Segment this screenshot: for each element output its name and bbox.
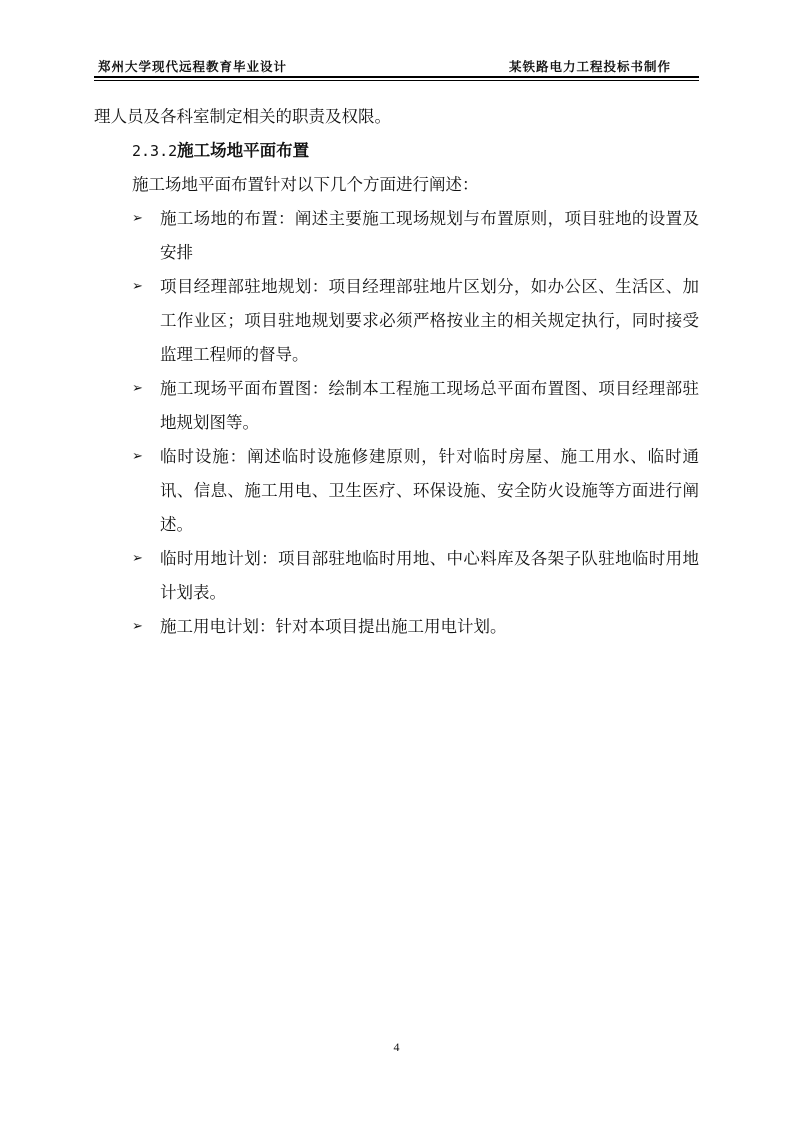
list-item bbox=[94, 542, 699, 610]
header-right-title: 某铁路电力工程投标书制作 bbox=[508, 59, 671, 74]
list-item bbox=[94, 440, 699, 542]
header-left-title: 郑州大学现代远程教育毕业设计 bbox=[98, 59, 288, 74]
arrowhead-bullet-icon: ➢ bbox=[132, 279, 143, 294]
continued-paragraph: 理人员及各科室制定相关的职责及权限。 bbox=[94, 107, 391, 126]
arrowhead-bullet-icon: ➢ bbox=[132, 619, 143, 634]
list-item bbox=[94, 372, 699, 440]
list-item-text: 施工现场平面布置图：绘制本工程施工现场总平面布置图、项目经理部驻地规划图等。 bbox=[160, 379, 699, 432]
header-rule-thick bbox=[94, 76, 699, 78]
list-item-text: 临时用地计划：项目部驻地临时用地、中心料库及各架子队驻地临时用地计划表。 bbox=[160, 549, 699, 602]
section-title: 施工场地平面布置 bbox=[177, 141, 310, 160]
header-rule-thin bbox=[94, 80, 699, 81]
list-item-text: 临时设施：阐述临时设施修建原则，针对临时房屋、施工用水、临时通讯、信息、施工用电、卫生医疗、环保设施、安全防火设施等方面进行阐述。 bbox=[160, 447, 699, 534]
arrowhead-bullet-icon: ➢ bbox=[132, 551, 143, 566]
bullet-list bbox=[94, 202, 699, 644]
arrowhead-bullet-icon: ➢ bbox=[132, 449, 143, 464]
arrowhead-bullet-icon: ➢ bbox=[132, 381, 143, 396]
section-heading bbox=[94, 134, 699, 168]
list-item bbox=[94, 270, 699, 372]
intro-paragraph: 施工场地平面布置针对以下几个方面进行阐述： bbox=[132, 175, 479, 194]
list-item-text: 施工场地的布置：阐述主要施工现场规划与布置原则，项目驻地的设置及安排 bbox=[160, 209, 699, 262]
arrowhead-bullet-icon: ➢ bbox=[132, 211, 143, 226]
list-item bbox=[94, 610, 699, 644]
page-body bbox=[94, 100, 699, 644]
list-item-text: 施工用电计划：针对本项目提出施工用电计划。 bbox=[160, 617, 507, 636]
list-item bbox=[94, 202, 699, 270]
section-number: 2.3.2 bbox=[132, 142, 178, 160]
page-number: 4 bbox=[393, 1040, 400, 1054]
list-item-text: 项目经理部驻地规划：项目经理部驻地片区划分，如办公区、生活区、加工作业区；项目驻地规划要求必须严格按业主的相关规定执行，同时接受监理工程师的督导。 bbox=[160, 277, 699, 364]
page-header bbox=[94, 53, 699, 79]
